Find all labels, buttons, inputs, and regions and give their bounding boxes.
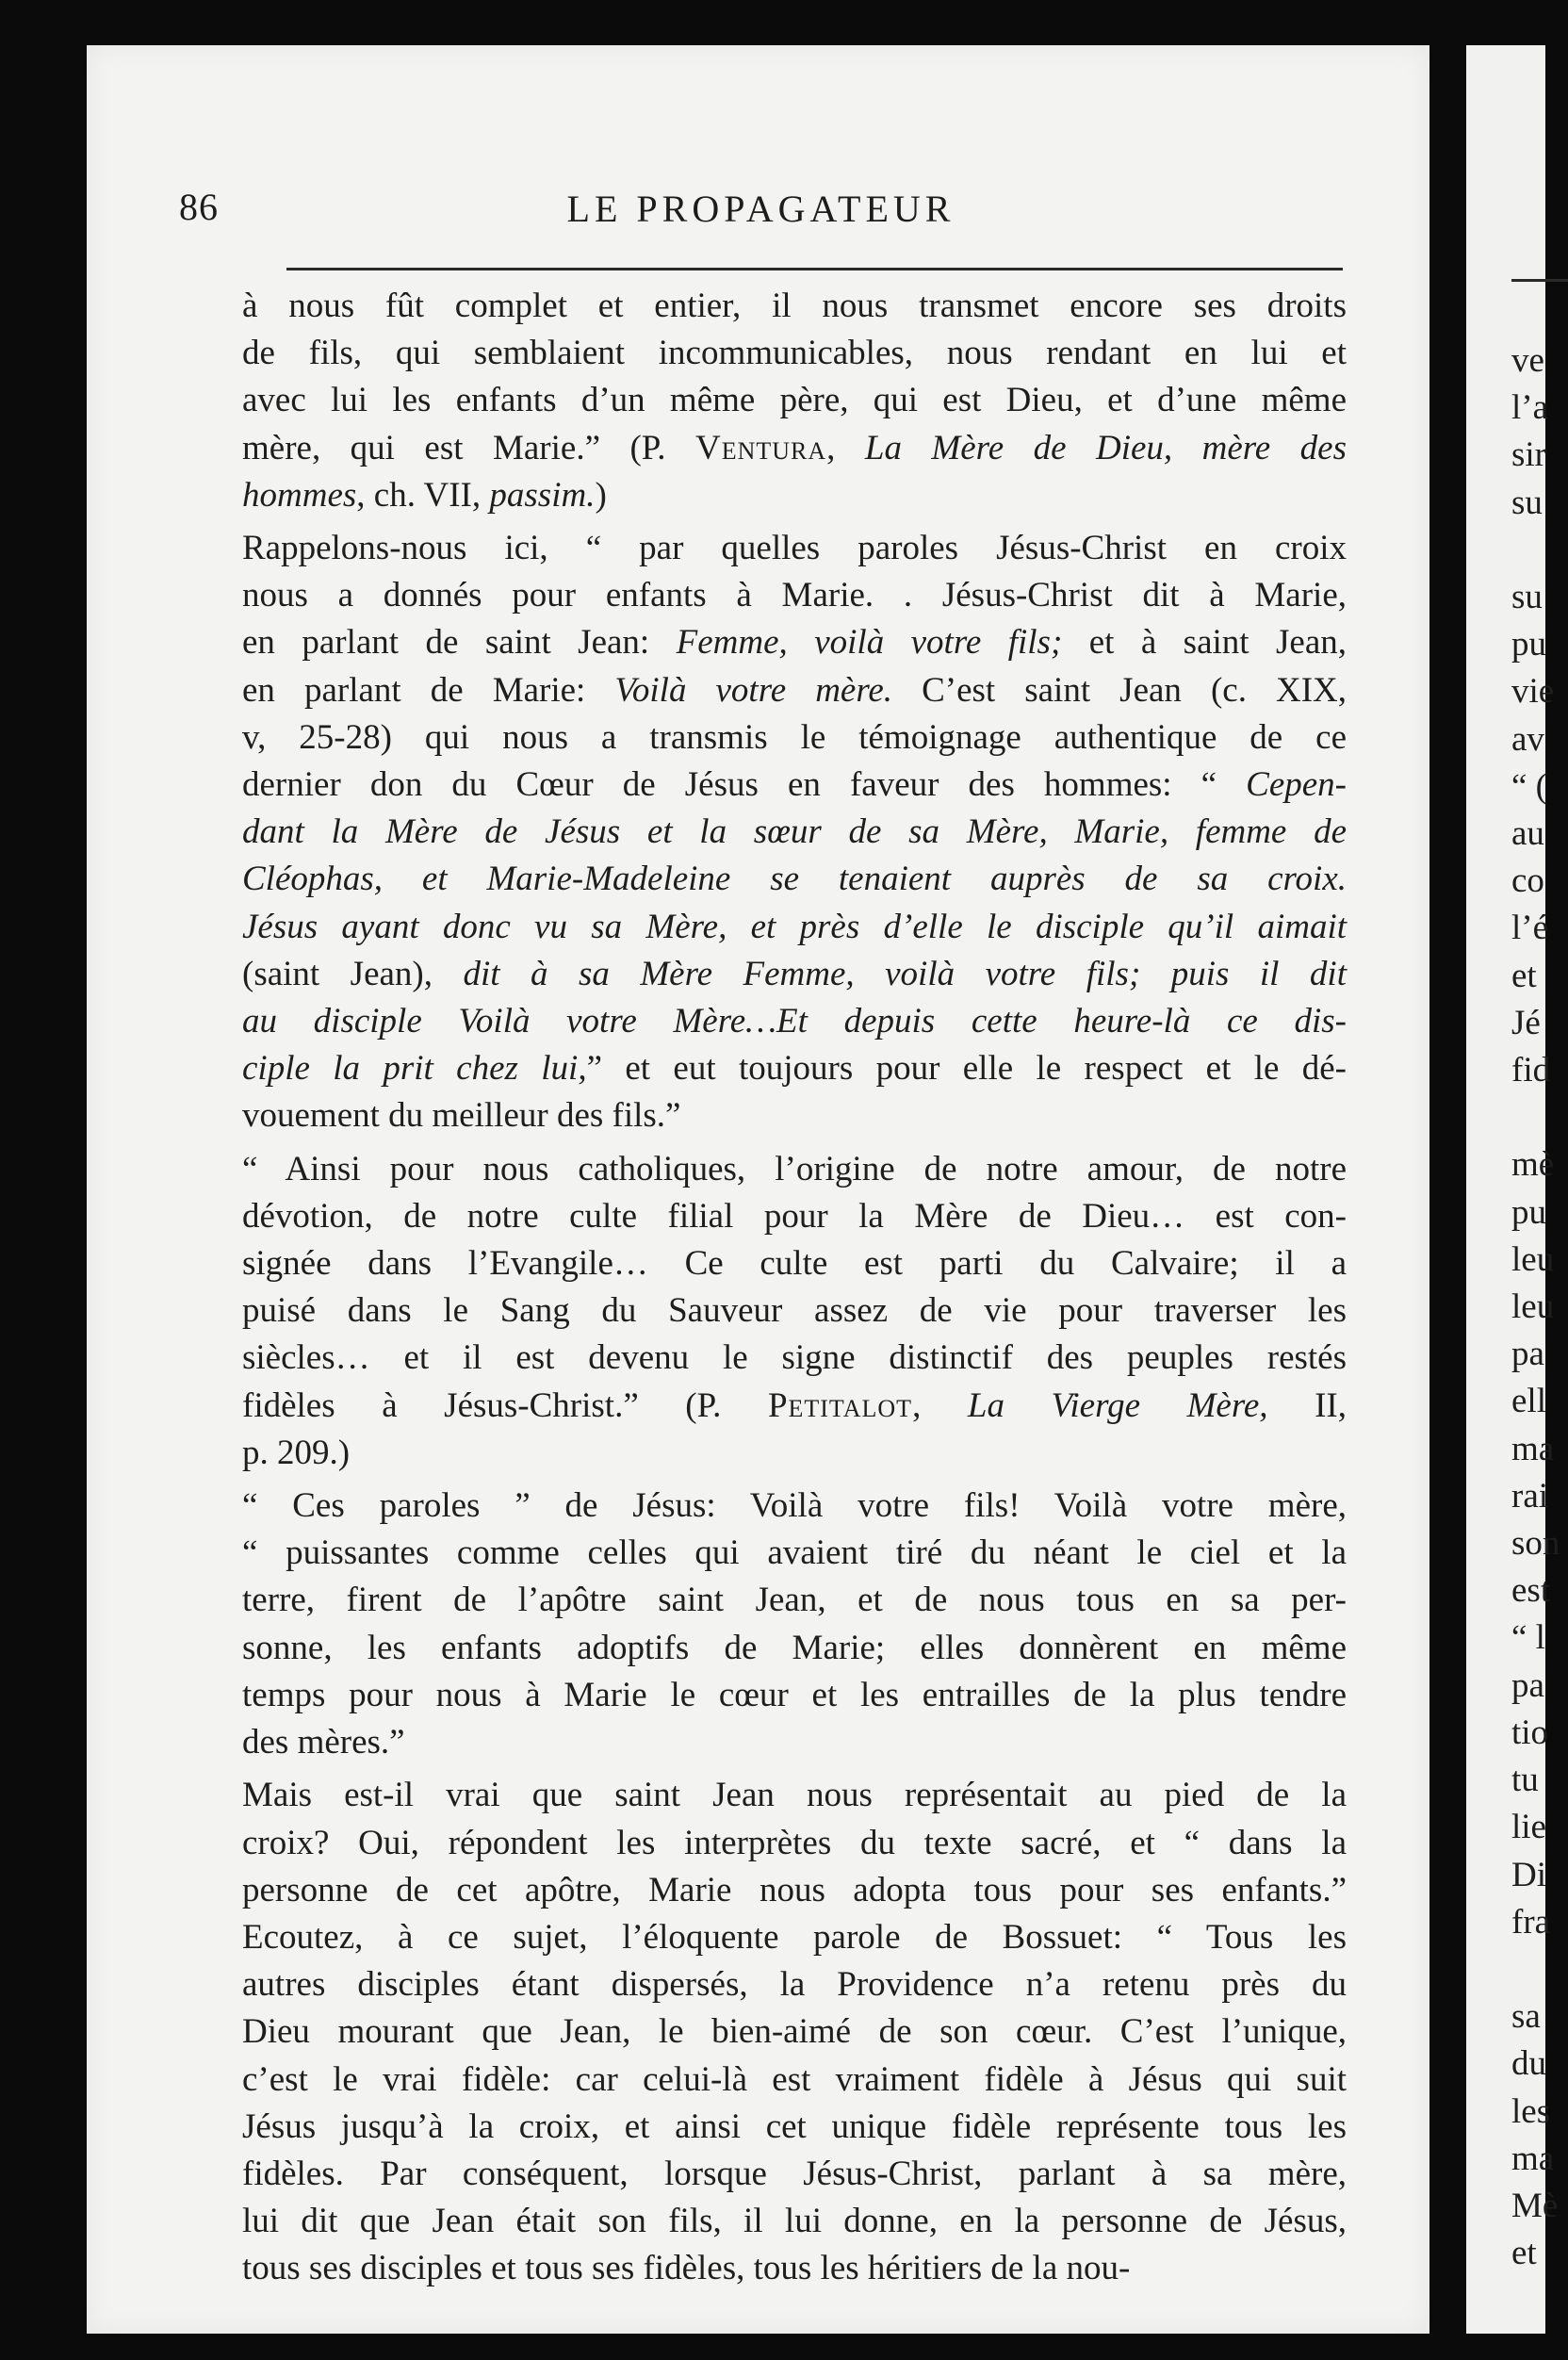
right-fragment: et: [1511, 2234, 1537, 2273]
right-fragment: ma: [1511, 2139, 1555, 2178]
text-run: c’est le vrai fidèle: car celui-là est vraiment fidèle à Jésus qui suit: [242, 2059, 1347, 2099]
body-text: [242, 283, 1347, 2293]
text-line: [242, 856, 1347, 903]
text-run: Dieu mourant que Jean, le bien-aimé de son cœur. C’est l’unique,: [242, 2012, 1347, 2052]
text-run: Petitalot: [767, 1385, 913, 1425]
right-fragment: “ l: [1511, 1618, 1545, 1658]
paragraph: [242, 1772, 1347, 2292]
right-fragment: av: [1511, 719, 1544, 759]
text-run: en parlant de Marie:: [242, 670, 615, 710]
text-run: Femme, voilà votre fils;: [676, 623, 1063, 663]
text-run: dant la Mère de Jésus et la sœur de sa Mère, Marie, femme de: [242, 812, 1347, 852]
text-run: C’est saint Jean (c. XIX,: [892, 670, 1348, 710]
text-line: [242, 1914, 1347, 1961]
right-fragment: pa: [1511, 1335, 1544, 1374]
text-run: La Mère de Dieu, mère des: [864, 428, 1347, 467]
text-line: [242, 1483, 1347, 1530]
text-run: terre, firent de l’apôtre saint Jean, et de nous tous en sa per-: [242, 1581, 1347, 1620]
right-fragment: et: [1511, 956, 1537, 995]
text-line: [242, 2198, 1347, 2245]
text-line: [242, 2057, 1347, 2104]
text-run: signée dans l’Evangile… Ce culte est parti du Calvaire; il a: [242, 1244, 1347, 1284]
text-line: [242, 1867, 1347, 1914]
right-fragment: [1511, 1946, 1560, 1993]
right-fragment: Di: [1511, 1855, 1546, 1894]
text-line: [242, 904, 1347, 951]
right-fragment: pu: [1511, 1192, 1546, 1232]
right-fragment: tio: [1511, 1713, 1549, 1752]
right-fragment: rai: [1511, 1476, 1549, 1516]
text-line: [242, 377, 1347, 424]
text-line: [242, 714, 1347, 762]
paragraph: [242, 1146, 1347, 1477]
text-run: ,: [826, 428, 865, 467]
text-run: p. 209.): [242, 1433, 351, 1472]
right-fragment: leu: [1511, 1287, 1555, 1327]
right-page: [1466, 45, 1560, 2334]
text-line: [242, 2151, 1347, 2198]
text-run: Jésus ayant donc vu sa Mère, et près d’elle le disciple qu’il aimait: [242, 907, 1347, 946]
right-fragment: pu: [1511, 625, 1546, 664]
text-line: [242, 1092, 1347, 1139]
text-line: [242, 1193, 1347, 1240]
text-run: et à saint Jean,: [1062, 623, 1347, 663]
text-run: en parlant de saint Jean:: [242, 623, 677, 663]
text-run: de fils, qui semblaient incommunicables, nous rendant en lui et: [242, 334, 1347, 373]
right-fragment: fra: [1511, 1902, 1551, 1942]
text-run: ” et eut toujours pour elle le respect et le dé-: [586, 1049, 1348, 1089]
text-run: tous ses disciples et tous ses fidèles, tous les héritiers de la nou-: [242, 2249, 1131, 2288]
text-run: à nous fût complet et entier, il nous transmet encore ses droits: [242, 287, 1347, 325]
right-fragment: au: [1511, 814, 1544, 854]
right-fragment: pa: [1511, 1665, 1544, 1705]
page-number: 86: [179, 186, 219, 228]
text-run: Cepen-: [1246, 765, 1347, 805]
right-fragment: lie: [1511, 1808, 1546, 1847]
text-line: [242, 2245, 1347, 2292]
right-fragment: l’a: [1511, 388, 1549, 428]
text-run: Voilà votre mère.: [614, 670, 893, 710]
paragraph: [242, 1483, 1347, 1766]
right-fragment: ell: [1511, 1382, 1546, 1421]
right-fragment: ve: [1511, 341, 1544, 380]
text-run: hommes: [242, 475, 357, 515]
text-line: [242, 762, 1347, 809]
text-run: fidèles. Par conséquent, lorsque Jésus-Christ, parlant à sa mère,: [242, 2154, 1347, 2193]
text-line: [242, 1045, 1347, 1092]
text-line: [242, 2104, 1347, 2151]
text-line: [242, 809, 1347, 856]
text-line: [242, 1719, 1347, 1766]
paragraph: [242, 283, 1347, 519]
text-run: dit à sa Mère Femme, voilà votre fils; puis il dit: [463, 954, 1347, 993]
right-fragment: les: [1511, 2091, 1551, 2131]
right-fragment: leu: [1511, 1239, 1555, 1279]
right-fragment: “ (: [1511, 766, 1547, 806]
header-rule: [286, 268, 1343, 270]
text-run: ciple la prit chez lui,: [242, 1049, 587, 1089]
text-line: [242, 1240, 1347, 1287]
right-fragment: su: [1511, 578, 1543, 617]
text-run: Ventura: [695, 428, 827, 467]
text-run: vouement du meilleur des fils.”: [242, 1096, 681, 1136]
text-run: “ Ainsi pour nous catholiques, l’origine de notre amour, de notre: [242, 1149, 1347, 1188]
text-line: [242, 1430, 1347, 1477]
text-run: Mais est-il vrai que saint Jean nous représentait au pied de la: [242, 1776, 1347, 1815]
text-run: lui dit que Jean était son fils, il lui donne, en la personne de Jésus,: [242, 2202, 1347, 2241]
text-line: [242, 1625, 1347, 1672]
text-run: temps pour nous à Marie le cœur et les entrailles de la plus tendre: [242, 1675, 1347, 1714]
text-run: croix? Oui, répondent les interprètes du texte sacré, et “ dans la: [242, 1823, 1347, 1862]
text-line: [242, 1335, 1347, 1382]
text-line: [242, 572, 1347, 619]
right-fragment: sir: [1511, 435, 1546, 475]
right-fragment: [1511, 527, 1560, 574]
paragraph: [242, 525, 1347, 1140]
right-page-rule: [1511, 279, 1568, 282]
text-run: Ecoutez, à ce sujet, l’éloquente parole de Bossuet: “ Tous les: [242, 1917, 1347, 1957]
text-run: siècles… et il est devenu le signe distinctif des peuples restés: [242, 1338, 1347, 1378]
text-line: [242, 1287, 1347, 1335]
right-fragment: l’é: [1511, 909, 1549, 948]
text-run: dévotion, de notre culte filial pour la Mère de Dieu… est con-: [242, 1196, 1347, 1236]
text-run: “ puissantes comme celles qui avaient tiré du néant le ciel et la: [242, 1533, 1347, 1573]
text-run: Jésus jusqu’à la croix, et ainsi cet unique fidèle représente tous les: [242, 2106, 1347, 2146]
text-line: [242, 951, 1347, 998]
text-line: [242, 330, 1347, 377]
text-run: passim.: [489, 475, 596, 515]
text-run: nous a donnés pour enfants à Marie. . Jésus-Christ dit à Marie,: [242, 576, 1347, 615]
text-run: autres disciples étant dispersés, la Providence n’a retenu près du: [242, 1965, 1347, 2005]
right-fragment: son: [1511, 1524, 1560, 1564]
text-run: , ch. VII,: [356, 475, 490, 515]
right-fragment: [1511, 1094, 1560, 1141]
text-line: [242, 1672, 1347, 1719]
text-line: [242, 1961, 1347, 2008]
text-run: (saint Jean),: [242, 954, 464, 993]
page-header: [179, 185, 1343, 241]
right-fragment: tu: [1511, 1761, 1539, 1800]
right-fragment: Jé: [1511, 1003, 1541, 1042]
text-run: avec lui les enfants d’un même père, qui est Dieu, et d’une même: [242, 381, 1347, 420]
right-fragment: mè: [1511, 1145, 1555, 1185]
text-run: mère, qui est Marie.” (P.: [242, 428, 695, 467]
text-run: sonne, les enfants adoptifs de Marie; elles donnèrent en même: [242, 1628, 1347, 1667]
text-line: [242, 619, 1347, 666]
text-line: [242, 1383, 1347, 1430]
text-run: ): [595, 475, 607, 515]
text-line: [242, 667, 1347, 714]
text-line: [242, 2008, 1347, 2056]
text-run: puisé dans le Sang du Sauveur assez de vie pour traverser les: [242, 1291, 1347, 1331]
right-fragment: ma: [1511, 1429, 1555, 1468]
text-line: [242, 472, 1347, 519]
text-run: Cléophas, et Marie-Madeleine se tenaient auprès de sa croix.: [242, 860, 1347, 899]
text-run: v, 25-28) qui nous a transmis le témoignage authentique de ce: [242, 717, 1347, 757]
text-run: personne de cet apôtre, Marie nous adopta tous pour ses enfants.”: [242, 1870, 1347, 1909]
text-line: [242, 1820, 1347, 1867]
right-fragment: co: [1511, 861, 1544, 901]
running-title: LE PROPAGATEUR: [566, 188, 956, 230]
text-run: La Vierge Mère,: [967, 1385, 1268, 1425]
text-run: dernier don du Cœur de Jésus en faveur des hommes: “: [242, 765, 1247, 805]
right-fragment: Mè: [1511, 2186, 1559, 2225]
text-run: ,: [912, 1385, 968, 1425]
text-line: [242, 1146, 1347, 1193]
right-fragment: est: [1511, 1571, 1551, 1611]
text-run: II,: [1267, 1385, 1348, 1425]
right-fragment: su: [1511, 483, 1543, 522]
text-line: [242, 1577, 1347, 1624]
right-fragment: du: [1511, 2044, 1546, 2084]
text-run: fidèles à Jésus-Christ.” (P.: [242, 1385, 768, 1425]
text-line: [242, 998, 1347, 1045]
right-fragment: vie: [1511, 672, 1555, 712]
right-fragment: sa: [1511, 1997, 1541, 2037]
text-run: “ Ces paroles ” de Jésus: Voilà votre fils! Voilà votre mère,: [242, 1486, 1347, 1526]
text-line: [242, 283, 1347, 330]
text-line: [242, 525, 1347, 572]
right-fragment: fid: [1511, 1051, 1551, 1090]
text-line: [242, 1530, 1347, 1577]
text-run: au disciple Voilà votre Mère…Et depuis cette heure-là ce dis-: [242, 1002, 1347, 1041]
text-line: [242, 425, 1347, 472]
text-run: Rappelons-nous ici, “ par quelles paroles Jésus-Christ en croix: [242, 529, 1347, 568]
text-run: des mères.”: [242, 1723, 405, 1762]
right-page-fragments: [1511, 337, 1560, 2277]
text-line: [242, 1772, 1347, 1819]
